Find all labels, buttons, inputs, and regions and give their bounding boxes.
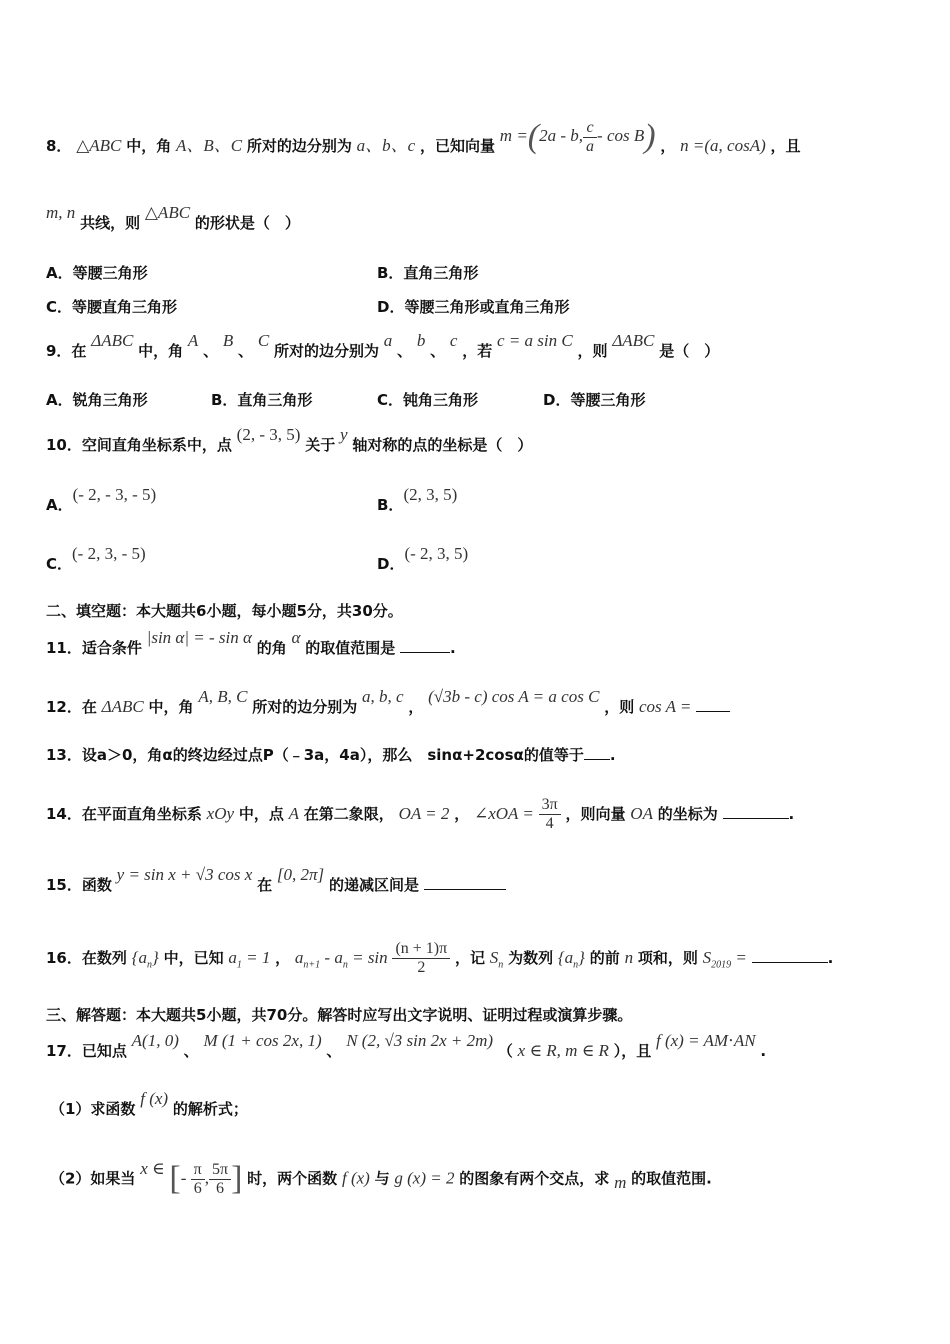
vector-n: n =(a, cosA) [680, 135, 766, 155]
q9-stem: 9．在 ΔABC 中，角 A 、 B 、 C 所对的边分别为 a 、 b 、 c ，若 c = a sin C ，则 ΔABC 是（ ） [46, 331, 720, 360]
answer-blank [584, 759, 610, 760]
q9-option-d: D．等腰三角形 [543, 391, 646, 409]
q10-option-c: C．(- 2, 3, - 5) [46, 544, 146, 573]
q12-stem: 12．在 ΔABC 中，角 A, B, C 所对的边分别为 a, b, c ， (√3b - c) cos A = a cos C ，则 cos A = [46, 696, 730, 717]
q15-stem: 15．函数 y = sin x + √3 cos x 在 [0, 2π] 的递减区间是 [46, 874, 506, 895]
q10-stem: 10．空间直角坐标系中，点 (2, - 3, 5) 关于 y 轴对称的点的坐标是（ ） [46, 425, 533, 454]
answer-blank [752, 962, 828, 963]
q9-option-a: A．锐角三角形 [46, 391, 148, 409]
section-solve-heading: 三、解答题：本大题共5小题，共70分。解答时应写出文字说明、证明过程或演算步骤。 [46, 1006, 633, 1024]
q17-part2: （2）如果当 x ∈ [- $\frac{\pi}{6}$ , $\frac{5\pi}{6}$ ] 时，两个函数 f (x) 与 g (x) = 2 的图象有两个交点，求 m 的取值范围. [50, 1158, 712, 1197]
q8-option-b: B．直角三角形 [377, 264, 479, 282]
section-fill-in-heading: 二、填空题：本大题共6小题，每小题5分，共30分。 [46, 602, 403, 620]
q9-option-b: B．直角三角形 [211, 391, 313, 409]
math-triangle: △ABC [76, 135, 122, 155]
q8-stem-cont: m, n 共线，则 △ABC 的形状是（ ） [46, 203, 300, 232]
q10-option-d: D．(- 2, 3, 5) [377, 544, 469, 573]
q8-option-a: A．等腰三角形 [46, 264, 148, 282]
answer-blank [424, 889, 506, 890]
vector-m: m =(2a - b, $\frac{c}{a}$ - cos B) [499, 118, 656, 155]
answer-blank [723, 818, 789, 819]
q11-stem: 11．适合条件 |sin α| = - sin α 的角 α 的取值范围是 . [46, 628, 456, 657]
q13-stem: 13．设a＞0，角α的终边经过点P（﹣3a，4a），那么 sinα+2cosα的值等于 . [46, 746, 616, 764]
answer-blank [696, 711, 730, 712]
q8-option-c: C．等腰直角三角形 [46, 298, 178, 316]
q14-stem: 14．在平面直角坐标系 xOy 中，点 A 在第二象限， OA = 2 ， ∠xOA = $\frac{3\pi}{4}$ ，则向量 OA 的坐标为 . [46, 796, 795, 832]
q9-option-c: C．钝角三角形 [377, 391, 479, 409]
q10-option-a: A．(- 2, - 3, - 5) [46, 485, 157, 514]
q16-stem: 16．在数列 $\{a_n\}$ 中，已知 $a_1 = 1$ ， $a_{n+1} - a_n = \sin$ $\frac{(n + 1)\pi}{2}$ ，记 $S_n$ 为数列 $\{a_n\}$ 的前 n 项和，则 $S_{2019}$ = . [46, 940, 834, 976]
q8-stem: 8． △ABC 中，角 A、B、C 所对的边分别为 a、b、c ，已知向量 m =(2a - b, $\frac{c}{a}$ - cos B) ， n =(a, cosA) ，且 [46, 118, 801, 155]
q10-option-b: B．(2, 3, 5) [377, 485, 458, 514]
answer-blank [400, 652, 450, 653]
q17-stem: 17．已知点 A(1, 0) 、 M (1 + cos 2x, 1) 、 N (2, √3 sin 2x + 2m) （ x ∈ R, m ∈ R ），且 f (x) = AM⋅AN . [46, 1031, 767, 1060]
q8-option-d: D．等腰三角形或直角三角形 [377, 298, 570, 316]
q17-part1: （1）求函数 f (x) 的解析式； [50, 1089, 248, 1118]
